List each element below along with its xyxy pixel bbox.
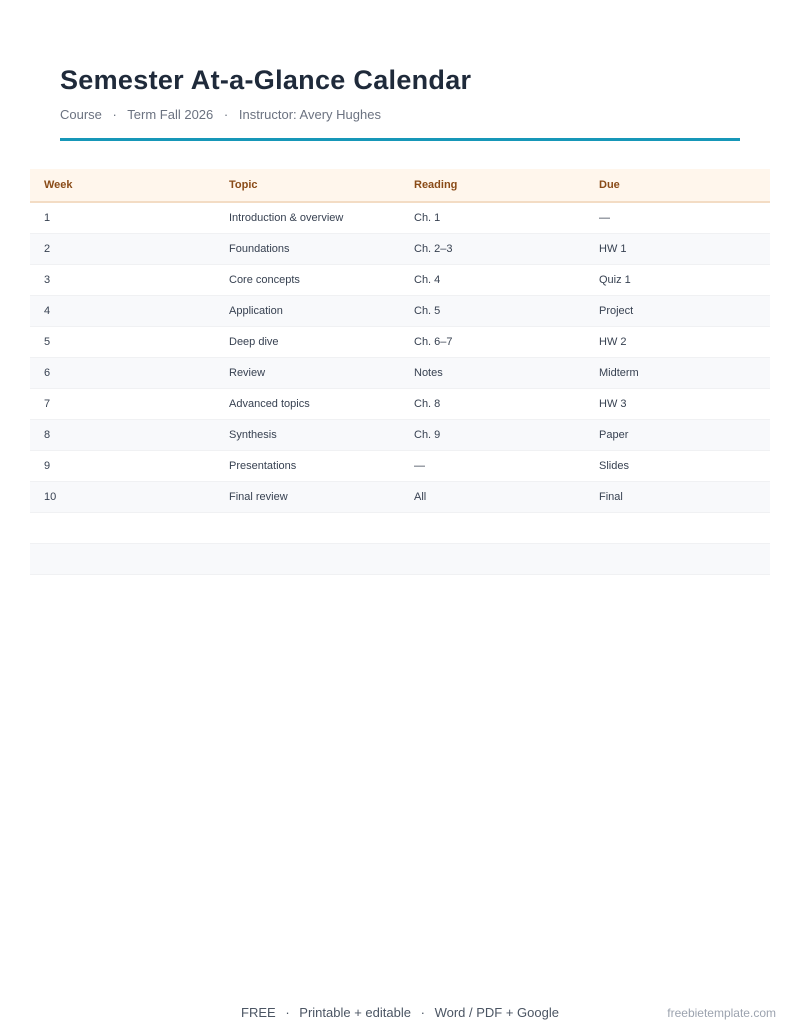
topic-cell: Final review (229, 491, 288, 503)
topic-cell: Introduction & overview (229, 212, 344, 224)
instructor-label: Instructor: Avery Hughes (238, 107, 381, 122)
footer-separator: · (285, 1005, 290, 1020)
accent-divider (60, 138, 740, 141)
table-row (30, 358, 770, 389)
footer-item-printable: Printable + editable (299, 1005, 411, 1020)
reading-cell: Ch. 8 (414, 398, 441, 410)
document-header (60, 63, 740, 123)
course-meta (60, 107, 740, 123)
topic-cell: Presentations (229, 460, 297, 472)
footer-separator: · (420, 1005, 425, 1020)
due-cell: — (599, 212, 610, 224)
due-cell: Slides (599, 460, 629, 472)
table-row (30, 265, 770, 296)
topic-cell: Synthesis (229, 429, 277, 441)
column-header-reading: Reading (414, 179, 458, 191)
reading-cell: — (414, 460, 425, 472)
table-row (30, 482, 770, 513)
due-cell: Midterm (599, 367, 639, 379)
reading-cell: Ch. 2–3 (414, 243, 453, 255)
table-row (30, 420, 770, 451)
due-cell: HW 3 (599, 398, 627, 410)
week-cell: 1 (44, 212, 51, 224)
table-row (30, 234, 770, 265)
due-cell: HW 2 (599, 336, 627, 348)
reading-cell: Ch. 4 (414, 274, 441, 286)
column-header-topic: Topic (229, 179, 258, 191)
table-row-empty (30, 544, 770, 575)
table-row (30, 296, 770, 327)
meta-separator: · (112, 107, 117, 122)
topic-cell: Advanced topics (229, 398, 310, 410)
reading-cell: Ch. 9 (414, 429, 441, 441)
reading-cell: Notes (414, 367, 443, 379)
reading-cell: Ch. 5 (414, 305, 441, 317)
table-row-empty (30, 513, 770, 544)
week-cell: 6 (44, 367, 51, 379)
topic-cell: Review (229, 367, 266, 379)
due-cell: Project (599, 305, 634, 317)
due-cell: Quiz 1 (599, 274, 631, 286)
column-header-week: Week (44, 179, 73, 191)
meta-separator: · (223, 107, 229, 122)
table-row (30, 203, 770, 234)
brand-link[interactable]: freebietemplate.com (667, 1006, 776, 1020)
term-label: Term Fall 2026 (127, 107, 214, 122)
due-cell: Paper (599, 429, 629, 441)
topic-cell: Application (229, 305, 283, 317)
due-cell: Final (599, 491, 623, 503)
week-cell: 9 (44, 460, 51, 472)
week-cell: 2 (44, 243, 51, 255)
week-cell: 4 (44, 305, 51, 317)
table-header-row (30, 169, 770, 203)
topic-cell: Deep dive (229, 336, 279, 348)
week-cell: 5 (44, 336, 51, 348)
column-header-due: Due (599, 179, 620, 191)
week-cell: 7 (44, 398, 51, 410)
week-cell: 10 (44, 491, 57, 503)
course-label: Course (60, 107, 102, 122)
footer-item-free: FREE (241, 1005, 276, 1020)
page-title: Semester At-a-Glance Calendar (60, 65, 472, 95)
week-cell: 3 (44, 274, 51, 286)
footer-item-formats: Word / PDF + Google (434, 1005, 559, 1020)
reading-cell: Ch. 1 (414, 212, 441, 224)
table-row (30, 327, 770, 358)
topic-cell: Core concepts (229, 274, 300, 286)
table-row (30, 451, 770, 482)
due-cell: HW 1 (599, 243, 627, 255)
table-row (30, 389, 770, 420)
week-cell: 8 (44, 429, 51, 441)
reading-cell: Ch. 6–7 (414, 336, 453, 348)
reading-cell: All (414, 491, 427, 503)
schedule-table (30, 169, 770, 575)
topic-cell: Foundations (229, 243, 290, 255)
